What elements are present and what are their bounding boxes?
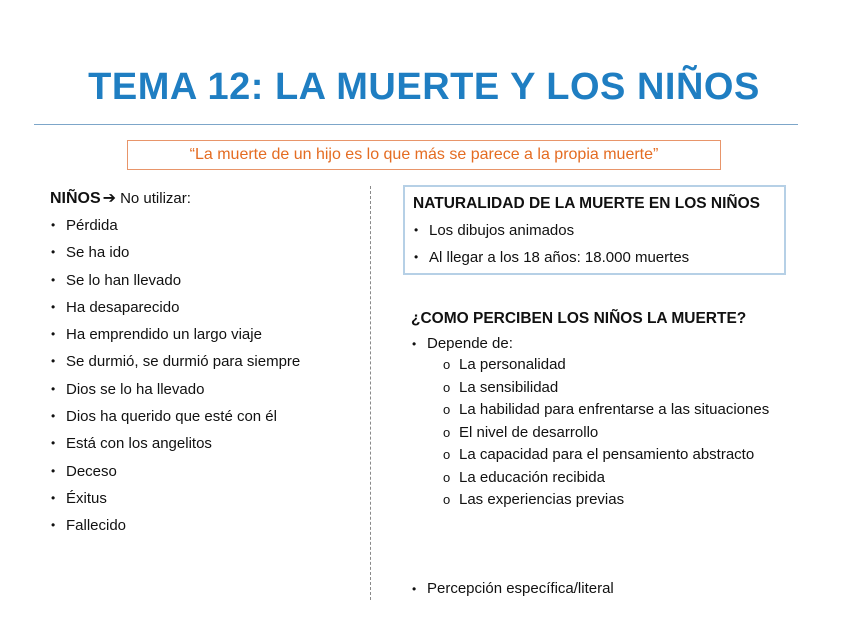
percepcion-list xyxy=(411,578,811,600)
ninos-heading xyxy=(50,186,370,212)
list-item: • Está con los angelitos xyxy=(50,430,370,457)
list-item: • Depende de: xyxy=(411,332,811,356)
no-utilizar-list xyxy=(50,212,370,540)
list-item: • Pérdida xyxy=(50,212,370,239)
sublist-item: o La educación recibida xyxy=(442,469,811,487)
sublist-item: o La personalidad xyxy=(442,356,811,374)
sublist-item: o La capacidad para el pensamiento abstracto xyxy=(442,446,811,464)
list-item: • Dios se lo ha llevado xyxy=(50,376,370,403)
quote-text: “La muerte de un hijo es lo que más se parece a la propia muerte” xyxy=(189,146,659,163)
list-item: • Deceso xyxy=(50,458,370,485)
naturalidad-heading: NATURALIDAD DE LA MUERTE EN LOS NIÑOS xyxy=(413,195,761,212)
list-item: • Percepción específica/literal xyxy=(411,578,811,600)
sublist-item: o El nivel de desarrollo xyxy=(442,424,811,442)
column-divider xyxy=(370,186,371,600)
right-arrow-icon: ➔ xyxy=(102,190,117,207)
naturalidad-list xyxy=(413,217,784,271)
title-underline xyxy=(34,124,798,125)
list-item: • Al llegar a los 18 años: 18.000 muertes xyxy=(413,244,784,271)
sublist-item: o La habilidad para enfrentarse a las situaciones xyxy=(442,401,811,419)
list-item: • Ha desaparecido xyxy=(50,294,370,321)
como-section xyxy=(411,308,811,514)
naturalidad-box xyxy=(403,185,786,275)
sublist-item: o Las experiencias previas xyxy=(442,491,811,509)
list-item: • Éxitus xyxy=(50,485,370,512)
left-column xyxy=(50,186,370,540)
list-item: • Se durmió, se durmió para siempre xyxy=(50,348,370,375)
ninos-heading-rest: No utilizar: xyxy=(120,190,191,207)
list-item: • Se lo han llevado xyxy=(50,267,370,294)
list-item: • Se ha ido xyxy=(50,239,370,266)
list-item: • Dios ha querido que esté con él xyxy=(50,403,370,430)
list-item: • Los dibujos animados xyxy=(413,217,784,244)
como-list xyxy=(411,332,811,356)
percepcion-section xyxy=(411,578,811,600)
depende-sublist xyxy=(411,356,811,509)
sublist-item: o La sensibilidad xyxy=(442,379,811,397)
list-item: • Fallecido xyxy=(50,512,370,539)
list-item: • Ha emprendido un largo viaje xyxy=(50,321,370,348)
quote-box xyxy=(127,140,721,170)
ninos-heading-bold: NIÑOS xyxy=(50,190,101,207)
slide-title: TEMA 12: LA MUERTE Y LOS NIÑOS xyxy=(88,66,760,108)
como-heading: ¿COMO PERCIBEN LOS NIÑOS LA MUERTE? xyxy=(411,310,747,327)
